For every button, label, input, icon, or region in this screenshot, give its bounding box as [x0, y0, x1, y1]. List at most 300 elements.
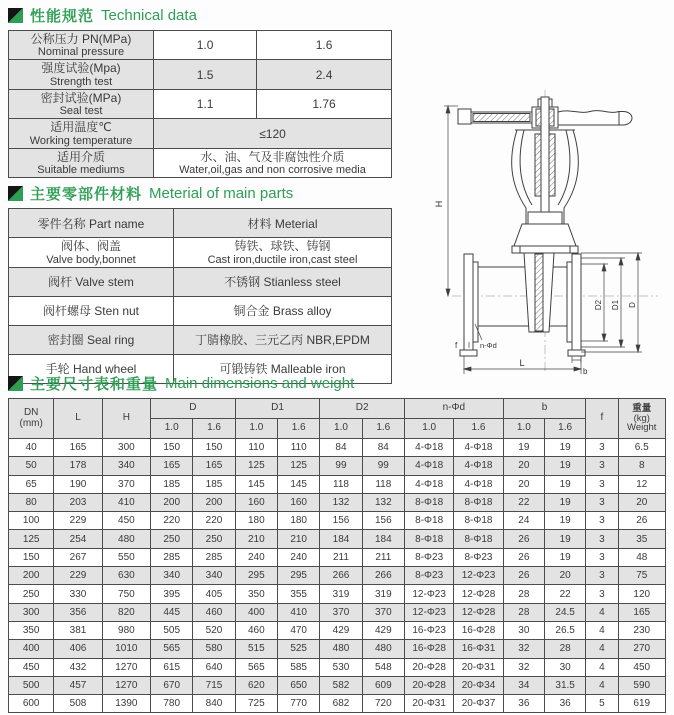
dimension-cell: 145 — [278, 475, 320, 493]
dimension-cell: 28 — [503, 585, 544, 603]
dimension-cell: 120 — [618, 585, 665, 603]
dimension-cell: 450 — [102, 512, 150, 530]
dimension-cell: 36 — [503, 695, 544, 713]
dimension-cell: 550 — [102, 548, 150, 566]
table-row — [9, 658, 666, 676]
dimension-cell: 330 — [54, 585, 102, 603]
section-marker-icon — [8, 8, 23, 23]
col-header-material: 材料 Meterial — [174, 209, 392, 238]
dimension-cell: 470 — [278, 621, 320, 639]
dimension-cell: 270 — [618, 640, 665, 658]
dimension-cell: 340 — [102, 457, 150, 475]
dimension-cell: 715 — [193, 676, 235, 694]
section-header-dimensions — [8, 373, 666, 394]
dim-label-b: b — [583, 367, 588, 376]
dimension-cell: 150 — [9, 548, 54, 566]
value-zh: 水、油、气及非腐蚀性介质 — [200, 149, 345, 164]
dimension-cell: 240 — [235, 548, 277, 566]
col-header-d2: D2 — [320, 399, 405, 419]
dimension-cell: 160 — [278, 493, 320, 511]
dimension-cell: 4 — [586, 640, 618, 658]
dimension-cell: 185 — [151, 475, 193, 493]
dimension-cell: 630 — [102, 567, 150, 585]
subheader-pn: 1.0 — [151, 419, 193, 439]
material-cell: 铸铁、球铁、铸钢 Cast iron,ductile iron,cast steel — [174, 238, 392, 267]
dimension-cell: 460 — [193, 603, 235, 621]
table-row — [9, 585, 666, 603]
material-cell: 铜合金 Brass alloy — [174, 296, 392, 325]
table-row — [9, 548, 666, 566]
col-header-nd: n-Φd — [404, 399, 503, 419]
dimension-cell: 682 — [320, 695, 362, 713]
dimension-cell: 400 — [235, 603, 277, 621]
dimension-cell: 16-Φ28 — [454, 621, 503, 639]
col-header-d1: D1 — [235, 399, 320, 419]
dimension-cell: 4-Φ18 — [404, 457, 453, 475]
dimension-cell: 250 — [9, 585, 54, 603]
dimension-cell: 450 — [618, 658, 665, 676]
dimension-cell: 110 — [278, 439, 320, 457]
dimension-cell: 395 — [151, 585, 193, 603]
label-en: Strength test — [49, 75, 113, 88]
dimension-cell: 406 — [54, 640, 102, 658]
dimension-cell: 8 — [618, 457, 665, 475]
dimension-cell: 20 — [503, 457, 544, 475]
dimension-cell: 4-Φ18 — [404, 475, 453, 493]
dimension-cell: 184 — [362, 530, 404, 548]
dimension-cell: 20-Φ28 — [404, 676, 453, 694]
value-cell: 1.5 — [154, 60, 257, 89]
dimension-cell: 12-Φ28 — [454, 603, 503, 621]
dimension-cell: 1390 — [102, 695, 150, 713]
dimension-cell: 4 — [586, 603, 618, 621]
dimension-cell: 36 — [544, 695, 585, 713]
dimension-cell: 3 — [586, 512, 618, 530]
dimension-cell: 19 — [544, 439, 585, 457]
dimension-cell: 590 — [618, 676, 665, 694]
dimension-cell: 515 — [235, 640, 277, 658]
dimension-cell: 16-Φ28 — [404, 640, 453, 658]
dimension-cell: 8-Φ18 — [404, 493, 453, 511]
dimension-cell: 530 — [320, 658, 362, 676]
dimension-cell: 548 — [362, 658, 404, 676]
dimension-cell: 400 — [9, 640, 54, 658]
table-row — [9, 296, 392, 325]
part-cell: 手轮 Hand wheel — [9, 354, 174, 383]
dimension-cell: 250 — [151, 530, 193, 548]
dimension-cell: 254 — [54, 530, 102, 548]
dimension-cell: 266 — [320, 567, 362, 585]
subheader-pn: 1.6 — [544, 419, 585, 439]
dimension-cell: 4-Φ18 — [454, 439, 503, 457]
dimension-cell: 19 — [544, 475, 585, 493]
table-row — [9, 439, 666, 457]
row-label-cell — [9, 119, 154, 148]
dim-label-f: f — [455, 341, 458, 350]
subheader-pn: 1.6 — [362, 419, 404, 439]
dimension-cell: 725 — [235, 695, 277, 713]
subheader-pn: 1.6 — [278, 419, 320, 439]
col-header-f: f — [586, 399, 618, 439]
valve-cross-section-drawing — [420, 84, 674, 384]
dimension-cell: 180 — [278, 512, 320, 530]
dimension-cell: 370 — [362, 603, 404, 621]
value-cell — [154, 148, 392, 177]
table-row — [9, 475, 666, 493]
table-row — [9, 325, 392, 354]
dimension-cell: 211 — [362, 548, 404, 566]
dimension-cell: 585 — [278, 658, 320, 676]
dimension-cell: 505 — [151, 621, 193, 639]
dimension-cell: 457 — [54, 676, 102, 694]
dimension-cell: 1270 — [102, 658, 150, 676]
label-zh: 适用温度℃ — [50, 120, 112, 135]
value-cell: 1.76 — [257, 89, 392, 118]
dimension-cell: 24.5 — [544, 603, 585, 621]
dimension-cell: 405 — [193, 585, 235, 603]
dimension-cell: 8-Φ23 — [454, 548, 503, 566]
dimension-cell: 229 — [54, 567, 102, 585]
section-title-en: Technical data — [101, 7, 197, 24]
dimension-cell: 8-Φ18 — [454, 530, 503, 548]
section-title-en: Meterial of main parts — [149, 185, 294, 203]
part-cell: 密封圈 Seal ring — [9, 325, 174, 354]
dimension-cell: 1010 — [102, 640, 150, 658]
dimension-cell: 190 — [54, 475, 102, 493]
valve-body — [460, 253, 585, 356]
value-cell: 1.1 — [154, 89, 257, 118]
dim-label-h: H — [434, 200, 444, 208]
dimension-cell: 750 — [102, 585, 150, 603]
dimension-cell: 370 — [320, 603, 362, 621]
dimension-cell: 220 — [193, 512, 235, 530]
dimension-cell: 200 — [9, 567, 54, 585]
dimension-cell: 8-Φ18 — [404, 512, 453, 530]
dimension-cell: 319 — [362, 585, 404, 603]
dimension-cell: 3 — [586, 567, 618, 585]
dimension-cell: 356 — [54, 603, 102, 621]
dimension-cell: 16-Φ23 — [404, 621, 453, 639]
dimension-cell: 620 — [235, 676, 277, 694]
dimension-cell: 615 — [151, 658, 193, 676]
row-label-cell — [9, 148, 154, 177]
dimension-cell: 22 — [544, 585, 585, 603]
dimension-cell: 445 — [151, 603, 193, 621]
dimension-cell: 80 — [9, 493, 54, 511]
dimension-cell: 28 — [544, 640, 585, 658]
subheader-pn: 1.0 — [503, 419, 544, 439]
dimension-cell: 118 — [362, 475, 404, 493]
section-marker-icon — [8, 376, 23, 391]
material-cell: 不锈钢 Stianless steel — [174, 267, 392, 296]
dimension-cell: 20 — [503, 475, 544, 493]
dimension-cell: 160 — [235, 493, 277, 511]
dimension-cell: 19 — [503, 439, 544, 457]
dimension-cell: 16-Φ31 — [454, 640, 503, 658]
dimension-cell: 350 — [9, 621, 54, 639]
dimension-cell: 32 — [503, 658, 544, 676]
subheader-pn: 1.0 — [404, 419, 453, 439]
label-zh: 公称压力 PN(MPa) — [30, 32, 132, 46]
section-header-technical-data — [8, 5, 392, 26]
dimension-cell: 4-Φ18 — [454, 457, 503, 475]
dimension-cell: 165 — [618, 603, 665, 621]
dimension-cell: 178 — [54, 457, 102, 475]
subheader-pn: 1.6 — [193, 419, 235, 439]
dimension-cell: 19 — [544, 493, 585, 511]
col-header-d: D — [151, 399, 236, 419]
part-cell: 阀杆螺母 Sten nut — [9, 296, 174, 325]
dimension-cell: 100 — [9, 512, 54, 530]
dimension-cell: 295 — [235, 567, 277, 585]
dimension-cell: 19 — [544, 530, 585, 548]
dimension-cell: 180 — [235, 512, 277, 530]
part-cell: 阀杆 Valve stem — [9, 267, 174, 296]
dimension-cell: 8-Φ18 — [454, 493, 503, 511]
dimension-cell: 8-Φ23 — [404, 548, 453, 566]
dimension-cell: 12-Φ23 — [404, 585, 453, 603]
col-header-b: b — [503, 399, 586, 419]
dim-label-d: D — [628, 302, 637, 308]
dimension-cell: 200 — [151, 493, 193, 511]
table-row — [9, 119, 392, 148]
label-zh: 密封试验(MPa) — [40, 90, 122, 105]
dimension-cell: 580 — [193, 640, 235, 658]
dimension-cell: 381 — [54, 621, 102, 639]
dimension-cell: 118 — [320, 475, 362, 493]
subheader-pn: 1.0 — [235, 419, 277, 439]
dimension-cell: 20 — [618, 493, 665, 511]
dimension-cell: 720 — [362, 695, 404, 713]
main-parts-table — [8, 208, 392, 383]
dimension-cell: 26 — [503, 567, 544, 585]
table-row — [9, 603, 666, 621]
dimension-cell: 565 — [151, 640, 193, 658]
dimension-cell: 300 — [9, 603, 54, 621]
dimension-cell: 480 — [362, 640, 404, 658]
dimension-cell: 35 — [618, 530, 665, 548]
dimension-cell: 3 — [586, 493, 618, 511]
dim-label-l: L — [519, 358, 525, 368]
dimension-cell: 156 — [362, 512, 404, 530]
dimension-cell: 250 — [193, 530, 235, 548]
dimension-cell: 4 — [586, 676, 618, 694]
dimension-cell: 230 — [618, 621, 665, 639]
label-zh: 强度试验(Mpa) — [41, 61, 121, 76]
row-label-cell — [9, 31, 154, 60]
dimension-cell: 99 — [362, 457, 404, 475]
dimension-cell: 820 — [102, 603, 150, 621]
dimension-cell: 460 — [235, 621, 277, 639]
dimension-cell: 20-Φ31 — [454, 658, 503, 676]
dim-label-d2: D2 — [594, 299, 603, 311]
dimension-cell: 770 — [278, 695, 320, 713]
dimensions-table — [8, 398, 666, 713]
section-header-materials — [8, 183, 392, 204]
dimension-cell: 480 — [102, 530, 150, 548]
row-label-cell — [9, 60, 154, 89]
dimension-cell: 65 — [9, 475, 54, 493]
dimension-cell: 84 — [362, 439, 404, 457]
label-en: Nominal pressure — [37, 46, 125, 59]
dimension-cell: 582 — [320, 676, 362, 694]
dim-label-d1: D1 — [611, 299, 620, 311]
dimension-cell: 1270 — [102, 676, 150, 694]
table-row — [9, 676, 666, 694]
col-header-h: H — [102, 399, 150, 439]
dimension-cell: 30 — [544, 658, 585, 676]
col-header-part-name: 零件名称 Part name — [9, 209, 174, 238]
table-row — [9, 640, 666, 658]
dimension-cell: 355 — [278, 585, 320, 603]
dimension-cell: 150 — [151, 439, 193, 457]
dimension-cell: 12 — [618, 475, 665, 493]
dimension-cell: 125 — [278, 457, 320, 475]
dimension-cell: 640 — [193, 658, 235, 676]
dimension-cell: 565 — [235, 658, 277, 676]
dimension-cell: 429 — [320, 621, 362, 639]
table-row — [9, 89, 392, 118]
dimension-cell: 370 — [102, 475, 150, 493]
dimension-cell: 32 — [503, 640, 544, 658]
dimension-cell: 156 — [320, 512, 362, 530]
dimension-cell: 20-Φ37 — [454, 695, 503, 713]
table-row — [9, 31, 392, 60]
dimension-cell: 20 — [544, 567, 585, 585]
dimension-cell: 285 — [193, 548, 235, 566]
table-row — [9, 457, 666, 475]
dimension-cell: 40 — [9, 439, 54, 457]
row-label-cell — [9, 89, 154, 118]
dimension-cell: 184 — [320, 530, 362, 548]
value-cell: 1.6 — [257, 31, 392, 60]
dimension-cell: 19 — [544, 512, 585, 530]
section-title-en: Main dimensions and weight — [165, 375, 355, 392]
dimension-cell: 75 — [618, 567, 665, 585]
table-row — [9, 60, 392, 89]
dimension-cell: 50 — [9, 457, 54, 475]
dimension-cell: 670 — [151, 676, 193, 694]
dimension-cell: 429 — [362, 621, 404, 639]
dimension-cell: 165 — [54, 439, 102, 457]
dimension-cell: 30 — [503, 621, 544, 639]
dimension-cell: 267 — [54, 548, 102, 566]
section-title-zh: 性能规范 — [30, 8, 95, 25]
dimension-cell: 609 — [362, 676, 404, 694]
table-row — [9, 567, 666, 585]
subheader-pn: 1.6 — [454, 419, 503, 439]
section-title-zh: 主要尺寸表和重量 — [30, 376, 159, 393]
dimension-cell: 125 — [9, 530, 54, 548]
dimension-cell: 145 — [235, 475, 277, 493]
table-row — [9, 695, 666, 713]
table-row — [9, 267, 392, 296]
bonnet — [512, 212, 578, 253]
dimension-cell: 210 — [235, 530, 277, 548]
dimension-cell: 99 — [320, 457, 362, 475]
dimension-cell: 410 — [278, 603, 320, 621]
label-en: Working temperature — [29, 134, 133, 147]
dimension-cell: 6.5 — [618, 439, 665, 457]
dimension-cell: 22 — [503, 493, 544, 511]
part-cell: 阀体、阀盖 Valve body,bonnet — [9, 238, 174, 267]
dimension-cell: 480 — [320, 640, 362, 658]
dimension-cell: 450 — [9, 658, 54, 676]
dimension-cell: 240 — [278, 548, 320, 566]
dimension-cell: 28 — [503, 603, 544, 621]
dimension-cell: 185 — [193, 475, 235, 493]
dimension-cell: 3 — [586, 548, 618, 566]
dimension-cell: 3 — [586, 585, 618, 603]
dimension-cell: 5 — [586, 695, 618, 713]
dimension-cell: 8-Φ23 — [404, 567, 453, 585]
dimension-cell: 26.5 — [544, 621, 585, 639]
dimension-cell: 203 — [54, 493, 102, 511]
dimension-cell: 20-Φ34 — [454, 676, 503, 694]
dimension-cell: 980 — [102, 621, 150, 639]
dimension-cell: 285 — [151, 548, 193, 566]
dimension-cell: 350 — [235, 585, 277, 603]
technical-data-table — [8, 30, 392, 178]
label-en: Suitable mediums — [37, 164, 125, 177]
dimension-cell: 24 — [503, 512, 544, 530]
subheader-pn: 1.0 — [320, 419, 362, 439]
dimension-cell: 31.5 — [544, 676, 585, 694]
dimension-cell: 4-Φ18 — [454, 475, 503, 493]
dimension-cell: 26 — [618, 512, 665, 530]
table-row — [9, 148, 392, 177]
dimension-cell: 432 — [54, 658, 102, 676]
col-header-l: L — [54, 399, 102, 439]
dimension-cell: 165 — [193, 457, 235, 475]
dimension-cell: 12-Φ23 — [404, 603, 453, 621]
dimension-cell: 150 — [193, 439, 235, 457]
dimension-cell: 340 — [151, 567, 193, 585]
dimension-cell: 20-Φ31 — [404, 695, 453, 713]
dimension-cell: 20-Φ28 — [404, 658, 453, 676]
dimension-cell: 266 — [362, 567, 404, 585]
dimension-cell: 3 — [586, 530, 618, 548]
dimension-cell: 508 — [54, 695, 102, 713]
dimension-cell: 840 — [193, 695, 235, 713]
dimension-cell: 132 — [362, 493, 404, 511]
dimension-cell: 8-Φ18 — [404, 530, 453, 548]
left-column — [8, 0, 392, 384]
dimension-cell: 600 — [9, 695, 54, 713]
label-zh: 适用介质 — [56, 149, 105, 164]
dimension-cell: 34 — [503, 676, 544, 694]
dimension-cell: 650 — [278, 676, 320, 694]
material-cell: 丁腈橡胶、三元乙丙 NBR,EPDM — [174, 325, 392, 354]
table-header-row — [9, 399, 666, 419]
dimension-cell: 19 — [544, 457, 585, 475]
value-cell: ≤120 — [154, 119, 392, 148]
dimension-cell: 410 — [102, 493, 150, 511]
section-marker-icon — [8, 186, 23, 201]
dimension-cell: 3 — [586, 457, 618, 475]
dimension-cell: 229 — [54, 512, 102, 530]
dimension-cell: 520 — [193, 621, 235, 639]
dimension-cell: 165 — [151, 457, 193, 475]
dimension-cell: 12-Φ28 — [454, 585, 503, 603]
label-en: Seal test — [59, 105, 103, 118]
dimensions-section — [8, 368, 666, 713]
dimension-cell: 619 — [618, 695, 665, 713]
dimension-cell: 84 — [320, 439, 362, 457]
table-header-row — [9, 209, 392, 238]
dimension-cell: 220 — [151, 512, 193, 530]
dimension-cell: 132 — [320, 493, 362, 511]
